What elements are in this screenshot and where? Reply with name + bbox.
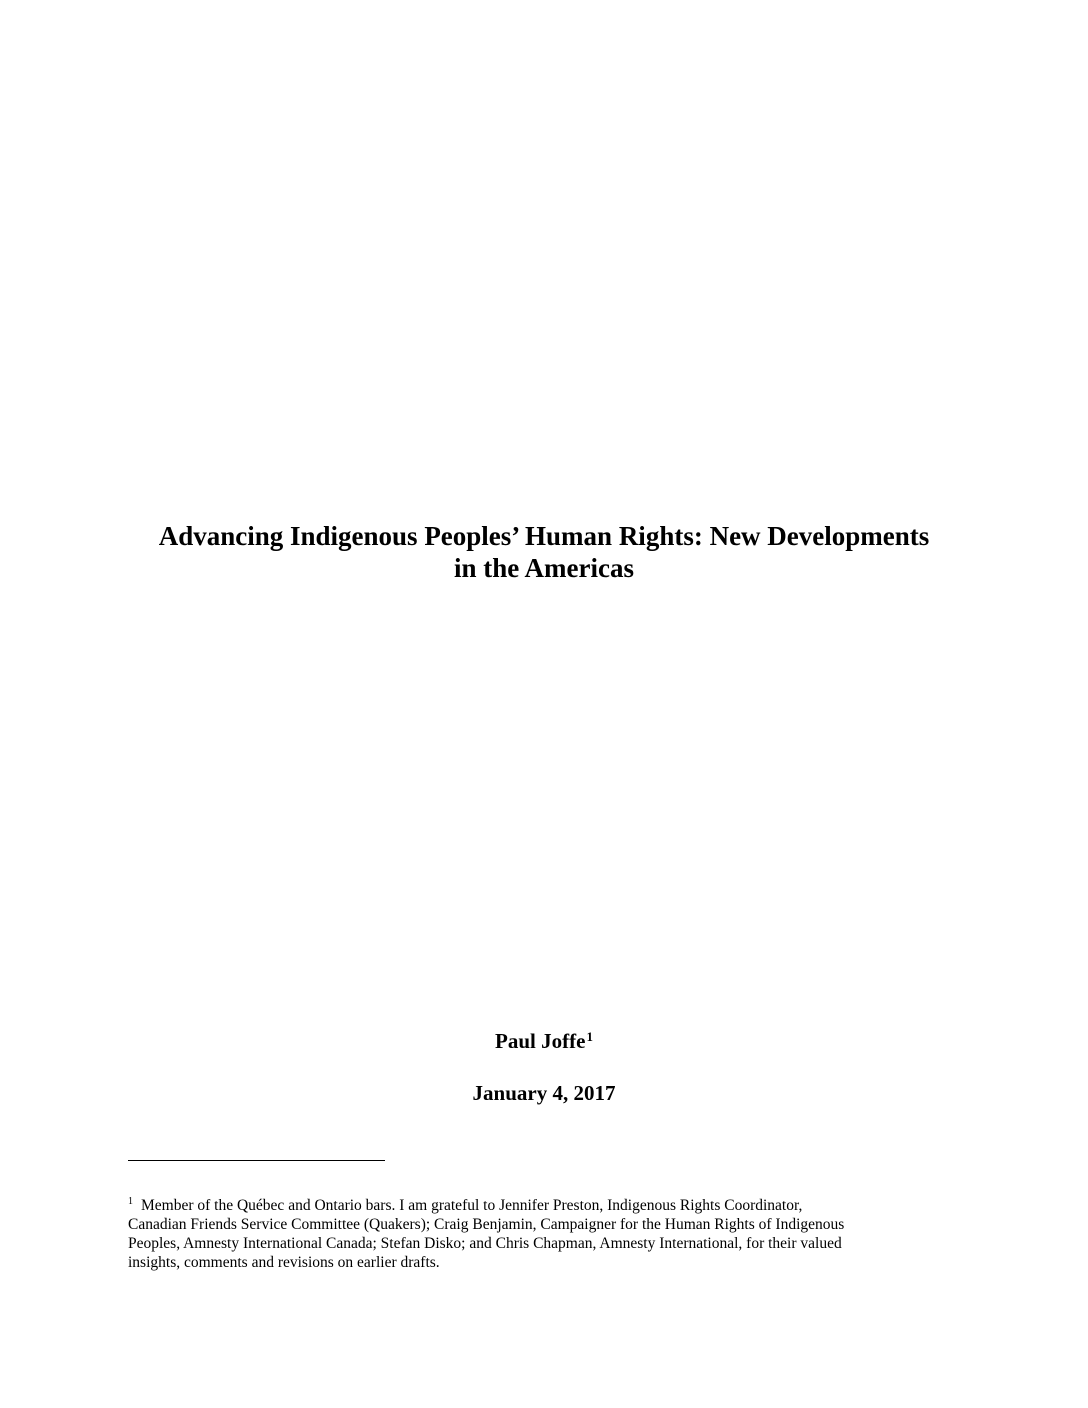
footnote-separator: [128, 1160, 385, 1161]
document-title: [0, 520, 1088, 584]
author-line: [0, 1028, 1088, 1054]
footnote-line-2: Canadian Friends Service Committee (Quakers); Craig Benjamin, Campaigner for the Human Rights of Indigenous: [128, 1216, 845, 1233]
footnote-line-4: insights, comments and revisions on earlier drafts.: [128, 1254, 440, 1271]
footnote-text-1: Member of the Québec and Ontario bars. I am grateful to Jennifer Preston, Indigenous Rights Coordinator,: [141, 1197, 803, 1214]
author-footnote-ref: 1: [586, 1029, 593, 1044]
footnote-number: 1: [128, 1196, 133, 1207]
footnote-line-1: [128, 1196, 958, 1215]
author-name: Paul Joffe: [495, 1029, 586, 1053]
footnote-line-3: Peoples, Amnesty International Canada; Stefan Disko; and Chris Chapman, Amnesty International, for their valued: [128, 1235, 842, 1252]
document-date: January 4, 2017: [472, 1081, 616, 1105]
title-line-2: in the Americas: [454, 553, 634, 583]
footnote: [128, 1196, 958, 1272]
title-line-1: Advancing Indigenous Peoples’ Human Rights: New Developments: [158, 521, 930, 551]
